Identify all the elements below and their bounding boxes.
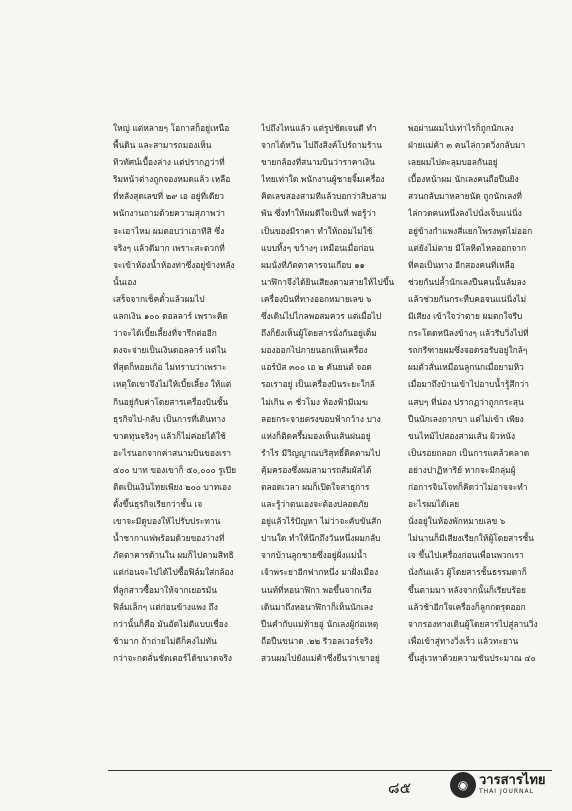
footer-rule	[108, 770, 552, 771]
text-line: ขนไหม้ไปสองสามเส้น ผิวหนัง	[408, 430, 516, 441]
text-line: ฟิล์มเล็กๆ แต่ก่อนข้างแพง ถึง	[113, 601, 218, 612]
text-line: เขาจะมีดูบองให้ไปรับประทาน	[113, 516, 221, 527]
text-line: แล้วช้าอีกใจเครื่องก็ลูกกดรุดออก	[408, 601, 526, 612]
text-line: มีเสียง เข้าใจว่าตาย ผมตกใจรีบ	[408, 311, 523, 322]
text-line: กระโดดหนีลงข้างๆ แล้วรีบวิ่งไปที่	[408, 328, 529, 339]
text-line: เหตุใดเขาจึงไม่ให้เบี้ยเลี้ยง ให้แต่	[113, 379, 232, 390]
text-line: สวนกลับมาหลายนัด ถูกนักเลงที่	[408, 191, 522, 202]
magazine-title-english: THAI JOURNAL	[479, 788, 534, 795]
text-line: ขึ้นสู่เวหาด้วยความชันประมาณ ๔๐	[408, 652, 536, 663]
text-line: แต่ก่อนจะไปได้ไปซื้อฟิล์มใส่กล้อง	[113, 567, 234, 578]
text-line: ไม่เกิน ๓ ชั่วโมง ห้องฟ้ามีเมฆ	[261, 396, 368, 407]
text-line: เจ ขึ้นไปเครื่องก่อนเพื่อนพวกเรา	[408, 550, 524, 561]
text-line: ช้ามาก ถ้าถ่ายไม่ดีก็คงไม่ทัน	[113, 635, 217, 646]
text-line: จากบ้านลูกชายซึ่งอยู่ฝั่งแม่น้ำ	[261, 550, 367, 561]
text-line: ที่หลังสุดเลขที่ ๒๙ เอ อยู่ที่เดียว	[113, 191, 224, 202]
text-line: ธุรกิจไป-กลับ เป็นการที่เดินทาง	[113, 413, 226, 424]
text-line: นาฬิกาจึงได้ยินเสียงตามสายให้ไปขึ้น	[261, 276, 395, 287]
text-line: ๕๐๐ บาท ของเขาก็ ๕๐,๐๐๐ รูเปีย	[113, 464, 236, 475]
text-line: เลยผมไปตะลุมบอลกันอยู่	[408, 157, 498, 168]
text-line: ปืนนักเลงถากขา แต่ไม่เข้า เพียง	[408, 413, 524, 424]
text-line: ไล่กวดคนหนึ่งลงไปนั่งเจ็บแน่นิ่ง	[408, 208, 522, 219]
text-line: รถกรีฑายผมซึ่งจอดรอรับอยู่ใกล้ๆ	[408, 345, 528, 356]
text-line: เครื่องบินที่ทางออกหมายเลข ๖	[261, 293, 372, 304]
text-line: แอร์บัส ๓๐๐ เอ ๒ คันยนต์ จอด	[261, 362, 372, 373]
text-line: เป็นของมีราคา ทำให้ถอมไม่ใช้	[261, 225, 373, 236]
text-line: ปานใด ทำให้นึกถึงวันหนึ่งผมกลับ	[261, 533, 381, 544]
text-line: ไม่นานก็มีเสียงเรียกให้ผู้โดยสารชั้น	[408, 533, 534, 544]
text-line: คิดเลขสองสามทีแล้วบอกว่าสิบสาม	[261, 191, 387, 202]
text-line: กว่าจะกดลั่นชัตเตอร์ได้ขนาดจริง	[113, 652, 232, 663]
text-line: ไปถึงไหนแล้ว แต่รูปชัดเจนดี ทำ	[261, 123, 377, 133]
text-line: อยู่แล้วไร้ปัญหา ไม่ว่าจะคับขันสัก	[261, 516, 382, 527]
text-line: ก่อการจินโจทก็คิดว่าไม่อาจจะทำ	[408, 481, 528, 492]
text-line: จะเข้าห้องน้ำห้องท่าซึ่งอยู่ข้างหลัง	[113, 259, 235, 270]
text-line: ฝ่ายแม่ค้า ๓ คนไล่กวดวิ่งกลับมา	[408, 140, 526, 151]
text-line: ผมนั่งที่ภัตตาคารจนเกือบ ๑๑	[261, 259, 365, 270]
text-line: พัน ซึ่งทำให้ผมดีใจเป็นที่ พอรู้ว่า	[261, 208, 376, 219]
text-line: คุ้มครองซึ่งผมสามารถสัมผัสได้	[261, 464, 372, 475]
text-line: ที่คอเป็นทาง อีกสองคนที่เหลือ	[408, 259, 515, 270]
text-line: แห่งก็ติดครึ้มมองเห็นเส้นฝนอยู่	[261, 430, 371, 441]
text-line: ทิวทัศน์เบื้องล่าง แต่ปรากฏว่าที่	[113, 157, 225, 168]
text-line: เป็นรอยถลอก เป็นการแคล้วคลาด	[408, 447, 530, 458]
text-line: สวนผมไปยังแม่ค้าซึ่งยืนว่าเขาอยู่	[261, 652, 380, 663]
text-line: อยู่ข้างกำแพงสี่แยกโพรงพุดไม่ออก	[408, 225, 533, 236]
text-line: ใหญ่ แต่หลายๆ โอกาสก็อยู่เหนือ	[113, 123, 230, 133]
text-line: นั่งกันแล้ว ผู้โดยสารชั้นธรรมดาก็	[408, 567, 527, 578]
text-line: มองออกไปภายนอกเห็นเครื่อง	[261, 345, 368, 356]
text-line: กินอยู่กับค่าโดยสารเครื่องบินชั้น	[113, 396, 229, 407]
text-line: จะเอาไหม ผมตอบว่าเอาทีสิ ซึ่ง	[113, 225, 225, 236]
text-line: เพื่อเข้าสู่ทางวิ่งเร็ว แล้วทะยาน	[408, 635, 519, 646]
text-line: ติดเป็นเงินไทยเพียง ๒๐๐ บาทเอง	[113, 481, 232, 492]
text-line: ถือปืนขนาด .๒๒ รีวอลเวอร์จริง	[261, 635, 373, 646]
text-line: พื้นดิน และสามารถมองเห็น	[113, 140, 212, 151]
text-line: ภัตตาคารด้านใน ผมก็ไปตามสิทธิ	[113, 550, 234, 561]
text-column-1	[113, 120, 254, 667]
text-line: จริงๆ แล้วดีมาก เพราะสะดวกที่	[113, 242, 225, 253]
text-line: ไทยเท่าใด พนักงานผู้ชายจิ้มเครื่อง	[261, 174, 385, 185]
text-line: นั่งอยู่ในห้องพักหมายเลข ๖	[408, 516, 506, 527]
magazine-title-thai: วารสารไทย	[479, 773, 546, 788]
text-line: รอเราอยู่ เป็นเครื่องบินระยะใกล้	[261, 379, 375, 390]
text-line: อย่างปาฏิหาริย์ หากจะมีกลุ่มผู้	[408, 464, 516, 475]
text-line: อะไรผมได้เลย	[408, 499, 460, 510]
text-column-2	[261, 120, 402, 667]
text-line: พนักงานถามด้วยความสุภาพว่า	[113, 208, 225, 219]
text-line: กว่านั้นก็คือ มันอัดไม่ดีแบบเชื่อง	[113, 618, 228, 629]
text-line: ตลอดเวลา ผมก็เปิดใจสาธุการ	[261, 481, 370, 492]
text-line: เบื้องหน้าผม นักเลงคนถือปืนยิง	[408, 174, 519, 185]
text-line: แสบๆ ที่น่อง ปรากฏว่าถูกกระสุน	[408, 396, 524, 407]
text-line: ช่วยกันปล้ำนักเลงปืนคนนั้นล้มลง	[408, 276, 526, 287]
text-line: น้ำชากาแฟพร้อมด้วยของว่างที่	[113, 533, 225, 544]
text-line: ขายกล้องที่สนามบินว่าราคาเงิน	[261, 157, 375, 168]
text-line: พอผ่านผมไปเท่าไรก็ถูกนักเลง	[408, 123, 514, 133]
logo-emblem-icon: ◉	[450, 772, 476, 798]
text-line: นนท์ที่หอนาฬิกา พอขึ้นจากเรือ	[261, 584, 372, 595]
text-line: ผมตัวสั่นเหมือนลูกนกเมื่อยามหิว	[408, 362, 524, 373]
text-line: เจ้าพระยาอีกฟากหนึ่ง มาฝั่งเมือง	[261, 567, 379, 578]
text-line: ที่สุดก็หอยเก้อ ไม่ทราบว่าเพราะ	[113, 362, 227, 373]
text-column-3	[408, 120, 549, 667]
text-line: แล้วช่วยกันกระทืบคอจนแน่นิ่งไม่	[408, 293, 527, 304]
text-line: ว่าจะได้เบี้ยเลี้ยงที่จารึกต่ออีก	[113, 328, 217, 339]
text-line: ลอยกระจายตรงขอบฟ้ากว้าง บาง	[261, 413, 381, 424]
text-line: ตั้งขึ้นธุรกิจเรียกว่าชั้น เจ	[113, 499, 203, 510]
text-line: เสร็จจากเช็คตั๋วแล้วผมไป	[113, 293, 205, 304]
text-line: นั้นเอง	[113, 276, 137, 287]
text-line: อะไรนอกจากค่าสนามบินของเรา	[113, 447, 232, 458]
text-line: ซึ่งเดินไปไกลพอสมควร แต่เมื่อไป	[261, 311, 382, 322]
text-line: แลกเงิน ๑๐๐ ดอลลาร์ เพราะคิด	[113, 311, 228, 322]
text-line: ขาดทุนจริงๆ แล้วก็ไม่ค่อยได้ใช้	[113, 430, 226, 441]
text-line: เดินมาถึงหอนาฬิกาก็เห็นนักเลง	[261, 601, 373, 612]
text-line: จากรองทางเดินผู้โดยสารไปสู่ลานวิ่ง	[408, 618, 538, 629]
text-line: ปืนคำกับแม่ท้ายอู่ นักเลงผู้ก่อเหตุ	[261, 618, 379, 629]
text-line: รำไร มีวิญญาณบริสุทธิ์ติดตามไป	[261, 447, 381, 458]
text-line: ตงจะจ่ายเป็นเงินดอลลาร์ แต่ใน	[113, 345, 227, 356]
text-line: เมื่อมาถึงบ้านเข้าไปอาบน้ำรู้สึกว่า	[408, 379, 529, 390]
magazine-logo	[450, 772, 546, 798]
text-line: ที่ลูกสาวซื้อมาให้จากเยอรมัน	[113, 584, 218, 595]
text-line: ริมหน้าต่างถูกจองหมดแล้ว เหลือ	[113, 174, 231, 185]
text-line: ถึงก็ยังเห็นผู้โดยสารนั่งกันอยู่เต็ม	[261, 328, 377, 339]
text-line: ขึ้นตามมา หลังจากนั้นก็เรียบร้อย	[408, 584, 526, 595]
text-line: และรู้ว่าตนเองจะต้องปลอดภัย	[261, 499, 369, 510]
page-number: ๘๕	[388, 779, 411, 797]
text-line: แต่ยังไม่ตาย มีโลหิตไหลออกจาก	[408, 242, 527, 253]
text-line: แบบทิ้งๆ ขว้างๆ เหมือนเมื่อก่อน	[261, 242, 375, 253]
text-line: จากได้หวิน ไปถึงสิงค์โปร์ถามร้าน	[261, 140, 382, 151]
